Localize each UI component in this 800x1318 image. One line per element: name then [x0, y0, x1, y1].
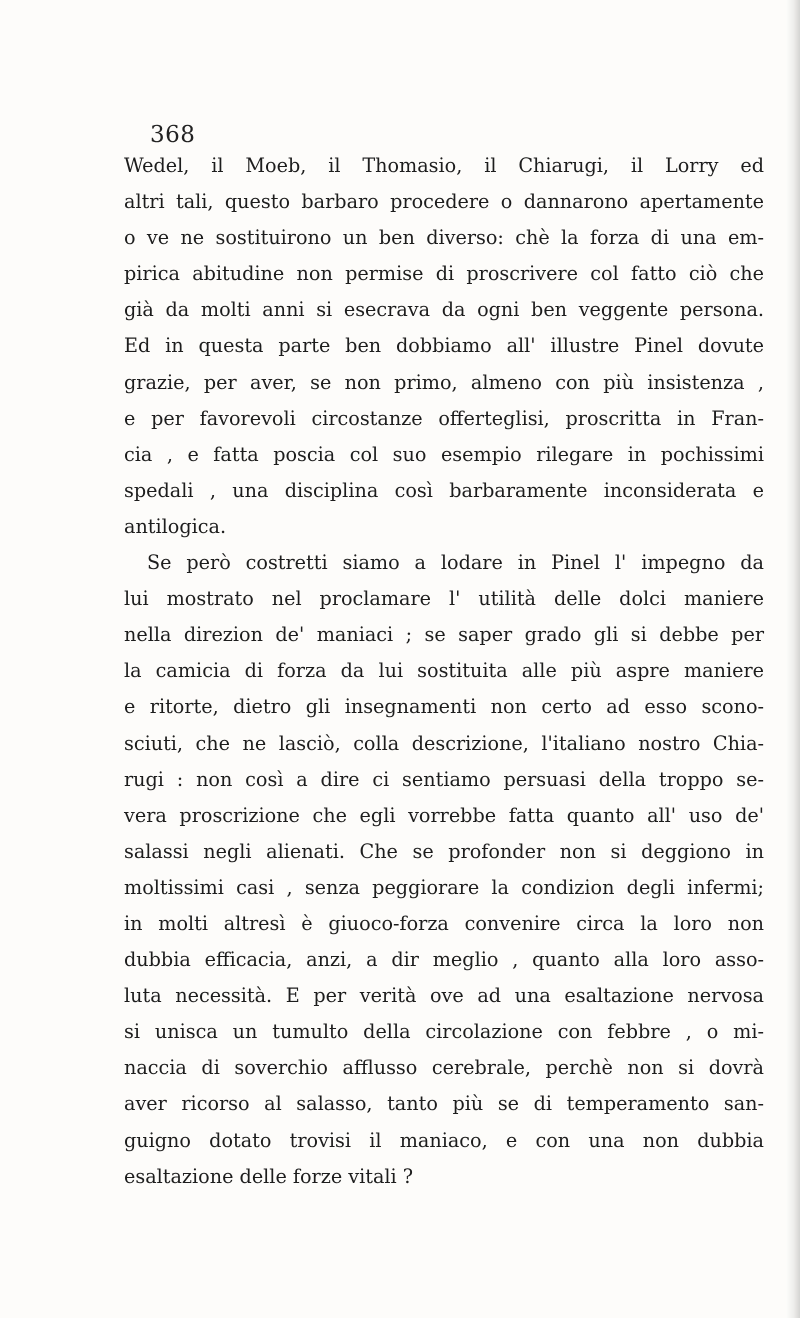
text-line: lui mostrato nel proclamare l' utilità delle dolci maniere — [124, 587, 764, 611]
text-line: salassi negli alienati. Che se profonder non si deggiono in — [124, 839, 764, 863]
text-line: Wedel, il Moeb, il Thomasio, il Chiarugi, il Lorry ed — [124, 154, 764, 177]
text-line: antilogica. — [124, 514, 227, 538]
text-line: e ritorte, dietro gli insegnamenti non certo ad esso scono- — [124, 695, 764, 719]
body-text — [124, 148, 764, 1195]
text-line: luta necessità. E per verità ove ad una esaltazione nervosa — [124, 984, 764, 1008]
text-line: Se però costretti siamo a lodare in Pinel l' impegno da — [147, 551, 764, 575]
page-number: 368 — [150, 122, 196, 148]
text-line: e per favorevoli circostanze offerteglisi, proscritta in Fran- — [124, 406, 764, 430]
text-line: naccia di soverchio afflusso cerebrale, perchè non si dovrà — [124, 1056, 764, 1080]
text-line: Ed in questa parte ben dobbiamo all' illustre Pinel dovute — [124, 334, 764, 358]
text-line: cia , e fatta poscia col suo esempio rilegare in pochissimi — [124, 442, 764, 466]
text-line: aver ricorso al salasso, tanto più se di temperamento san- — [124, 1092, 764, 1116]
text-line: o ve ne sostituirono un ben diverso: chè la forza di una em- — [124, 226, 764, 250]
page-edge-shadow — [786, 0, 800, 1318]
text-line: la camicia di forza da lui sostituita alle più aspre maniere — [124, 659, 764, 683]
text-line: spedali , una disciplina così barbaramente inconsiderata e — [124, 478, 764, 502]
text-line: già da molti anni si esecrava da ogni ben veggente persona. — [124, 298, 764, 322]
text-line: guigno dotato trovisi il maniaco, e con una non dubbia — [124, 1128, 764, 1152]
text-line: altri tali, questo barbaro procedere o dannarono apertamente — [124, 190, 764, 214]
text-line: si unisca un tumulto della circolazione con febbre , o mi- — [124, 1020, 764, 1044]
text-line: nella direzion de' maniaci ; se saper grado gli si debbe per — [124, 623, 764, 647]
text-line: in molti altresì è giuoco-forza convenire circa la loro non — [124, 911, 764, 935]
text-line: esaltazione delle forze vitali ? — [124, 1164, 414, 1188]
text-line: moltissimi casi , senza peggiorare la condizion degli infermi; — [124, 875, 764, 899]
text-line: pirica abitudine non permise di proscrivere col fatto ciò che — [124, 262, 764, 286]
text-line: grazie, per aver, se non primo, almeno con più insistenza , — [124, 370, 764, 394]
text-line: dubbia efficacia, anzi, a dir meglio , quanto alla loro asso- — [124, 948, 764, 972]
text-line: vera proscrizione che egli vorrebbe fatta quanto all' uso de' — [124, 803, 764, 827]
text-line: rugi : non così a dire ci sentiamo persuasi della troppo se- — [124, 767, 764, 791]
text-line: sciuti, che ne lasciò, colla descrizione, l'italiano nostro Chia- — [124, 731, 764, 755]
